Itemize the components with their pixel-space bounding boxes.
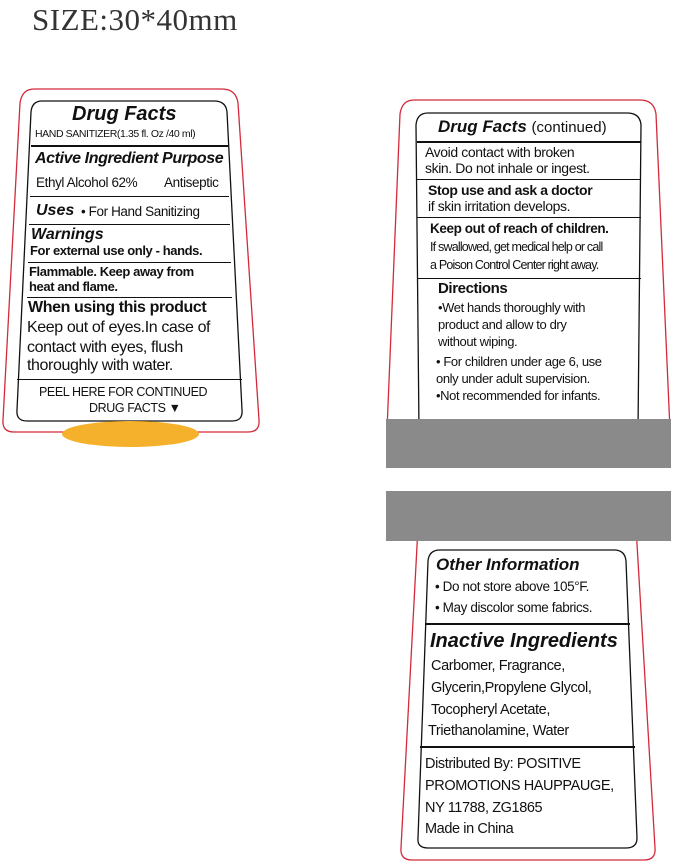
- panel3-inactive-heading: Inactive Ingredients: [430, 630, 618, 652]
- panel3-inactive-line: Glycerin,Propylene Glycol,: [431, 680, 592, 696]
- panel1-divider: [17, 379, 242, 380]
- panel1-title: Drug Facts: [72, 103, 177, 125]
- panel3-divider: [425, 623, 630, 625]
- panel2-stop-heading: Stop use and ask a doctor: [428, 182, 593, 198]
- panel2-directions-line: •Wet hands thoroughly with: [438, 300, 586, 315]
- panel1-flammable-line: heat and flame.: [29, 279, 118, 294]
- panel2-divider: [417, 179, 641, 180]
- panel2-avoid-line: skin. Do not inhale or ingest.: [425, 160, 590, 176]
- panel3-distributor-line: Made in China: [425, 821, 514, 837]
- peel-tab[interactable]: [62, 421, 199, 447]
- panel1-peel-line: DRUG FACTS ▼: [89, 401, 181, 415]
- panel1-divider: [28, 262, 231, 263]
- panel2-title-row: [438, 118, 607, 136]
- panel3-other-heading: Other Information: [436, 555, 580, 574]
- panel2-title: Drug Facts: [438, 117, 527, 136]
- panel2-divider: [417, 217, 641, 218]
- panel3-distributor-line: NY 11788, ZG1865: [425, 800, 543, 816]
- label-size-title: SIZE:30*40mm: [32, 2, 238, 37]
- panel1-flammable-line: Flammable. Keep away from: [29, 264, 194, 279]
- panel2-directions-line: without wiping.: [438, 334, 518, 349]
- panel3-distributor-line: Distributed By: POSITIVE: [425, 756, 581, 772]
- panel3-distributor-line: PROMOTIONS HAUPPAUGE,: [425, 778, 614, 794]
- panel1-uses-heading: Uses: [36, 202, 75, 219]
- panel3-inactive-line: Carbomer, Fragrance,: [431, 658, 565, 674]
- gray-separator-bottom: [386, 491, 671, 541]
- panel1-outer-outline: [3, 89, 259, 432]
- panel3-inactive-line: Triethanolamine, Water: [428, 723, 569, 739]
- panel2-avoid-line: Avoid contact with broken: [425, 144, 575, 160]
- panel1-active-ingredient: Ethyl Alcohol 62%: [36, 175, 138, 190]
- panel1-when-using-line: contact with eyes, flush: [27, 339, 183, 356]
- panel2-keep-heading: Keep out of reach of children.: [430, 221, 609, 236]
- panel1-when-using-heading: When using this product: [28, 299, 207, 316]
- panel1-purpose: Antiseptic: [164, 175, 219, 190]
- panel1-divider: [27, 297, 232, 298]
- panel2-keep-line: a Poison Control Center right away.: [430, 258, 599, 272]
- panel3-inactive-line: Tocopheryl Acetate,: [431, 702, 550, 718]
- panel3-divider: [420, 746, 635, 748]
- panel3-other-line: • Do not store above 105°F.: [435, 579, 589, 594]
- panel1-active-heading: Active Ingredient Purpose: [35, 150, 224, 167]
- panel1-peel-line: PEEL HERE FOR CONTINUED: [39, 385, 208, 399]
- panel1-subtitle: HAND SANITIZER(1.35 fl. Oz /40 ml): [35, 128, 196, 140]
- panel2-keep-line: If swallowed, get medical help or call: [430, 240, 603, 254]
- panel1-warnings-heading: Warnings: [31, 226, 104, 243]
- panel2-directions-line: •Not recommended for infants.: [436, 388, 601, 403]
- panel1-when-using-line: Keep out of eyes.In case of: [27, 319, 211, 336]
- panel1-warnings-text: For external use only - hands.: [30, 243, 203, 258]
- panel2-divider: [417, 141, 641, 143]
- panel1-divider: [29, 224, 230, 225]
- panel2-directions-line: • For children under age 6, use: [436, 354, 602, 369]
- panel1-divider: [31, 145, 228, 147]
- panel1-uses-text: • For Hand Sanitizing: [81, 204, 200, 219]
- panel2-title-suffix: (continued): [531, 119, 607, 136]
- panel3-other-line: • May discolor some fabrics.: [435, 600, 593, 615]
- panel2-directions-line: only under adult supervision.: [436, 371, 590, 386]
- panel2-stop-text: if skin irritation develops.: [428, 198, 571, 214]
- panel1-when-using-line: thoroughly with water.: [27, 357, 173, 374]
- gray-separator-top: [386, 419, 671, 468]
- panel2-directions-line: product and allow to dry: [438, 317, 567, 332]
- panel2-directions-heading: Directions: [438, 280, 508, 297]
- panel1-divider: [30, 196, 229, 197]
- panel2-divider: [417, 278, 641, 279]
